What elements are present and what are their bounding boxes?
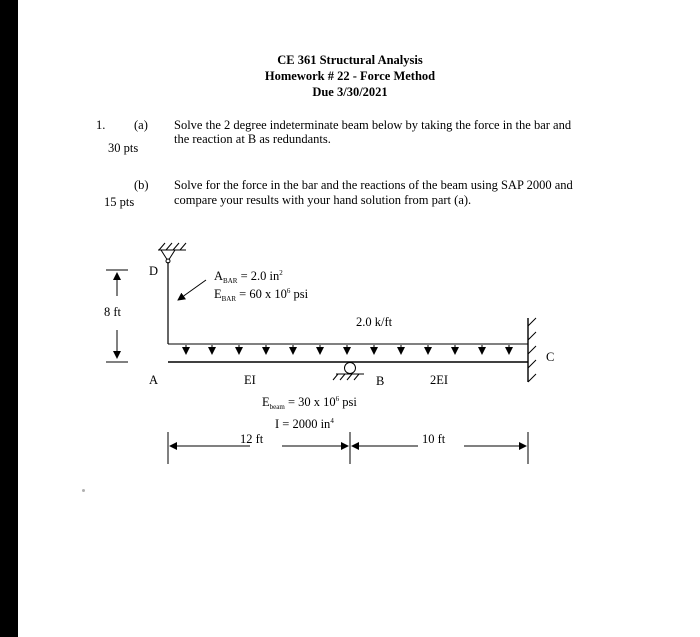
ei-left-label: EI	[244, 373, 256, 387]
problem-number: 1.	[96, 118, 106, 132]
part-a-points: 30 pts	[108, 141, 139, 155]
node-a-label: A	[149, 373, 159, 387]
span-1-label: 12 ft	[240, 432, 264, 446]
inertia-label: I = 2000 $in^4$	[275, 417, 334, 431]
node-b-label: B	[376, 374, 385, 388]
part-b-label: (b)	[134, 178, 149, 192]
due-date: Due 3/30/2021	[312, 85, 388, 99]
ei-right-label: 2EI	[430, 373, 449, 387]
homework-page	[18, 0, 700, 637]
bar-area-label: $A_{BAR} = 2.0$ $in^2$	[214, 269, 283, 285]
node-d-label: D	[149, 264, 159, 278]
part-a-line2: the reaction at B as redundants.	[174, 132, 331, 146]
bar-modulus-label: $E_{BAR} = 60$ x $10^6$ psi	[214, 287, 309, 303]
part-b-line2: compare your results with your hand solution from part (a).	[174, 193, 472, 207]
load-label: 2.0 k/ft	[356, 315, 393, 329]
support-b-roller	[345, 363, 356, 374]
part-a-line1: Solve the 2 degree indeterminate beam below by taking the force in the bar and	[174, 118, 572, 132]
support-b-hatch	[333, 374, 359, 380]
beam-modulus-label: $E_{beam} = 30$ x $10^6$ psi	[262, 395, 357, 411]
part-b-points: 15 pts	[104, 195, 135, 209]
homework-title: Homework # 22 - Force Method	[264, 69, 436, 83]
left-black-border	[0, 0, 18, 637]
part-a-label: (a)	[134, 118, 148, 132]
part-b-line1: Solve for the force in the bar and the reactions of the beam using SAP 2000 and	[174, 178, 573, 192]
span-2-label: 10 ft	[422, 432, 446, 446]
height-label: 8 ft	[104, 305, 122, 319]
course-title: CE 361 Structural Analysis	[277, 53, 423, 67]
load-arrows	[186, 345, 509, 354]
beam-figure	[18, 0, 700, 637]
support-d-hatch	[158, 243, 186, 250]
node-c-label: C	[546, 350, 555, 364]
bar-leader-arrow	[178, 280, 206, 300]
span-dimensions	[168, 432, 528, 464]
support-c-hatch	[528, 318, 536, 382]
